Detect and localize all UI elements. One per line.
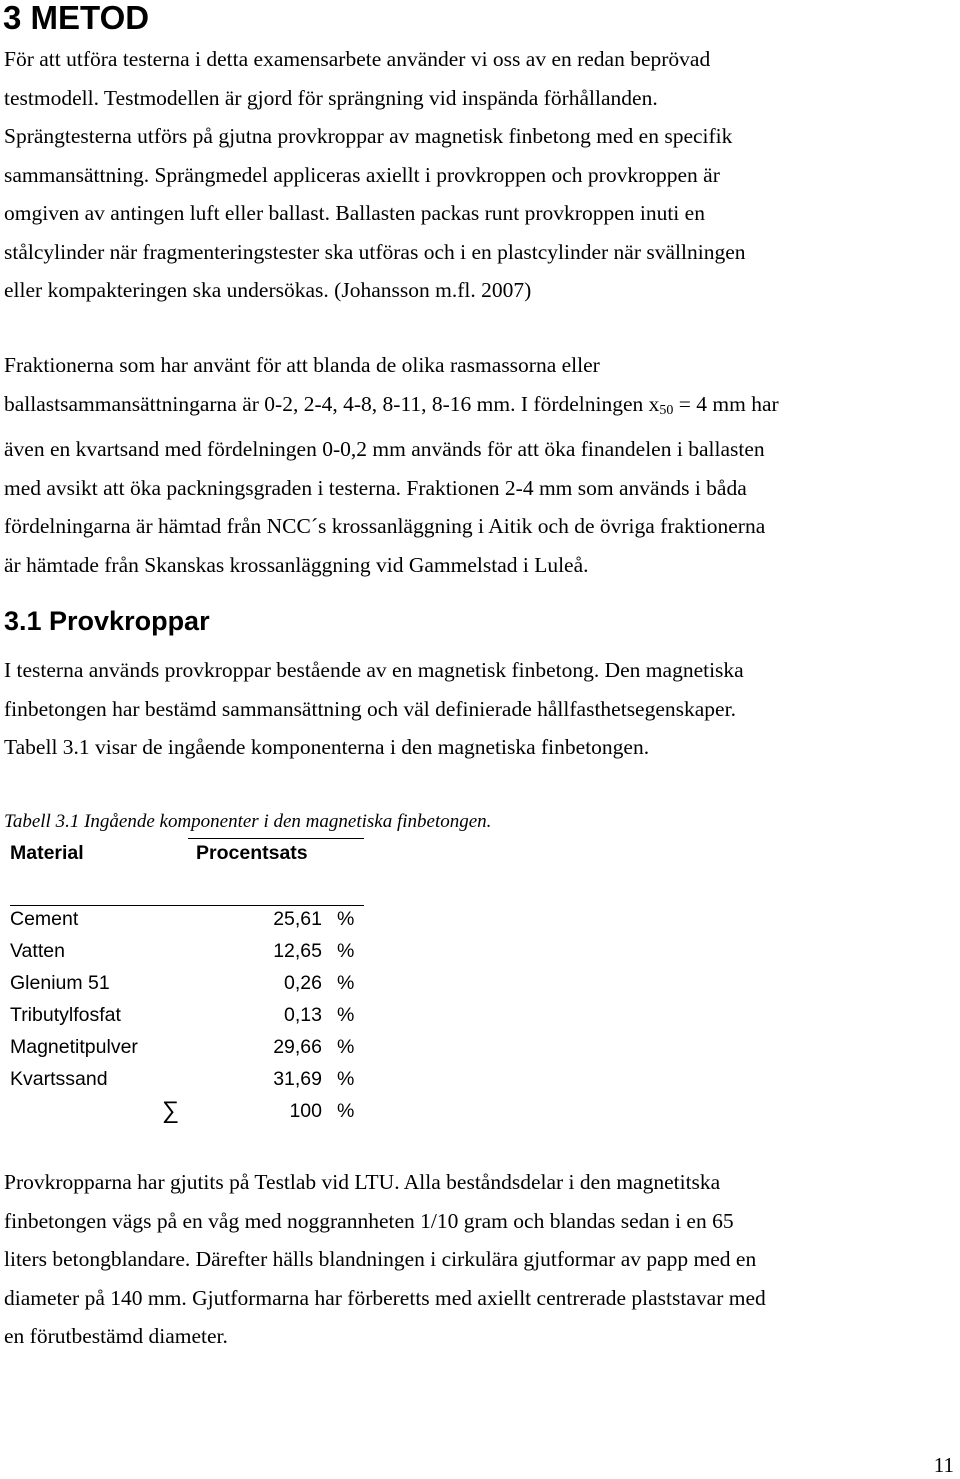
text-fragment: = 4 mm har [673,391,779,416]
casting-paragraph [4,1163,956,1356]
value-cell: 0,13 [284,1004,322,1026]
unit-cell: % [337,908,355,930]
text-line: Tabell 3.1 visar de ingående komponenterna i den magnetiska finbetongen. [4,735,650,759]
text-line: sammansättning. Sprängmedel appliceras axiellt i provkroppen och provkroppen är [4,162,720,187]
unit-cell: % [337,940,355,962]
column-header-material: Material [10,842,84,864]
text-line: finbetongen vägs på en våg med noggrannheten 1/10 gram och blandas sedan i en 65 [4,1208,734,1233]
material-cell: Magnetitpulver [10,1036,138,1058]
section-heading: 3 METOD [3,0,150,36]
text-line: testmodell. Testmodellen är gjord för sprängning vid inspända förhållanden. [4,85,658,110]
fractions-paragraph [4,346,956,584]
unit-cell: % [337,1004,355,1026]
unit-cell: % [337,1068,355,1090]
material-cell: Vatten [10,940,65,962]
unit-cell: % [337,1036,355,1058]
sum-symbol: ∑ [162,1097,180,1124]
sum-unit: % [337,1100,355,1122]
text-line: Provkropparna har gjutits på Testlab vid LTU. Alla beståndsdelar i den magnetitska [4,1170,721,1194]
text-line: liters betongblandare. Därefter hälls blandningen i cirkulära gjutformar av papp med en [4,1247,757,1271]
material-cell: Cement [10,908,79,930]
material-cell: Glenium 51 [10,972,110,994]
text-line: är hämtade från Skanskas krossanläggning vid Gammelstad i Luleå. [4,552,589,577]
specimen-paragraph [4,651,956,767]
intro-paragraph [4,40,956,310]
text-line: Fraktionerna som har använt för att blanda de olika rasmassorna eller [4,353,600,377]
text-line: stålcylinder när fragmenteringstester ska utföras och i en plastcylinder när svällningen [4,239,746,264]
value-cell: 31,69 [273,1068,322,1090]
value-cell: 0,26 [284,972,322,994]
text-line: eller kompakteringen ska undersökas. (Johansson m.fl. 2007) [4,278,532,302]
text-line-with-subscript [4,385,956,431]
column-header-percent: Procentsats [196,842,308,864]
text-line: För att utföra testerna i detta examensarbete använder vi oss av en redan beprövad [4,47,711,71]
value-cell: 29,66 [273,1036,322,1058]
text-line: omgiven av antingen luft eller ballast. Ballasten packas runt provkroppen inuti en [4,201,705,225]
text-fragment: ballastsammansättningarna är 0-2, 2-4, 4-8, 8-11, 8-16 mm. I fördelningen x [4,391,660,416]
text-line: I testerna används provkroppar bestående av en magnetisk finbetong. Den magnetiska [4,658,744,682]
table-top-rule [188,838,364,839]
material-cell: Kvartssand [10,1068,108,1090]
table-caption: Tabell 3.1 Ingående komponenter i den magnetiska finbetongen. [4,811,492,832]
sum-value: 100 [289,1100,322,1122]
subsection-heading: 3.1 Provkroppar [4,606,210,636]
value-cell: 25,61 [273,908,322,930]
material-cell: Tributylfosfat [10,1004,121,1026]
unit-cell: % [337,972,355,994]
text-line: med avsikt att öka packningsgraden i testerna. Fraktionen 2-4 mm som används i båda [4,475,747,500]
text-line: finbetongen har bestämd sammansättning och väl definierade hållfasthetsegenskaper. [4,696,736,721]
value-cell: 12,65 [273,940,322,962]
text-line: en förutbestämd diameter. [4,1324,228,1348]
text-line: diameter på 140 mm. Gjutformarna har förberetts med axiellt centrerade plaststavar med [4,1285,766,1310]
text-line: även en kvartsand med fördelningen 0-0,2 mm används för att öka finandelen i ballasten [4,437,765,461]
subscript: 50 [659,402,674,418]
text-line: Sprängtesterna utförs på gjutna provkroppar av magnetisk finbetong med en specifik [4,124,733,148]
text-line: fördelningarna är hämtad från NCC´s krossanläggning i Aitik och de övriga fraktionerna [4,514,766,538]
page-number: 11 [933,1453,954,1477]
